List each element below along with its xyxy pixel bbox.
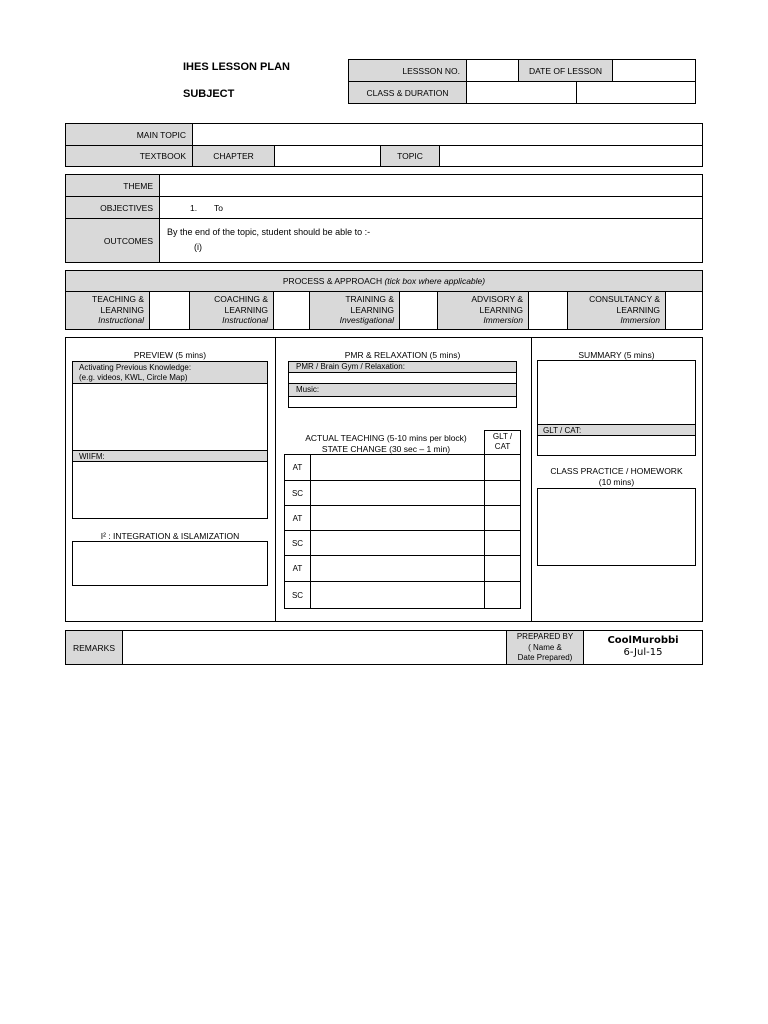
column-divider <box>275 338 276 621</box>
theme-label: THEME <box>66 175 160 197</box>
date-label: DATE OF LESSON <box>519 60 613 82</box>
glt-line: CAT <box>494 442 511 451</box>
outcomes-field[interactable] <box>160 219 702 262</box>
process-advisory-tickbox[interactable] <box>529 292 568 329</box>
process-consultancy-label <box>568 292 666 329</box>
duration-field[interactable] <box>577 82 695 103</box>
process-sub: Immersion <box>483 315 523 325</box>
apk-line: (e.g. videos, KWL, Circle Map) <box>79 373 188 382</box>
outcomes-label: OUTCOMES <box>66 219 160 262</box>
chapter-field[interactable] <box>275 146 381 166</box>
practice-title <box>537 466 696 488</box>
process-consultancy-tickbox[interactable] <box>666 292 702 329</box>
main-topic-field[interactable] <box>193 124 702 146</box>
row-label: AT <box>292 564 303 573</box>
actual-teaching-line: STATE CHANGE (30 sec – 1 min) <box>321 444 451 454</box>
topic-field[interactable] <box>440 146 702 166</box>
summary-title: SUMMARY (5 mins) <box>578 350 655 360</box>
process-training-tickbox[interactable] <box>400 292 438 329</box>
process-sub: Instructional <box>98 315 144 325</box>
process-sub: Immersion <box>620 315 660 325</box>
process-coaching-tickbox[interactable] <box>274 292 310 329</box>
prepared-date: 6-Jul-15 <box>623 647 663 658</box>
objectives-table <box>65 174 703 263</box>
textbook-label: TEXTBOOK <box>66 146 193 166</box>
table-row[interactable] <box>285 582 310 608</box>
apk-label <box>73 362 267 384</box>
table-row[interactable] <box>285 556 310 582</box>
process-table <box>65 270 703 330</box>
prepared-line: ( Name & <box>528 642 562 652</box>
row-label: AT <box>292 463 303 472</box>
page-title: IHES LESSON PLAN <box>183 61 290 73</box>
process-coaching-label <box>190 292 274 329</box>
class-field[interactable] <box>467 82 577 103</box>
table-row-line <box>310 506 520 531</box>
theme-field[interactable] <box>160 175 702 197</box>
practice-box[interactable] <box>537 488 696 566</box>
process-teaching-tickbox[interactable] <box>150 292 190 329</box>
glt-line: GLT / <box>492 432 513 441</box>
process-sub: Investigational <box>339 315 394 325</box>
row-label: AT <box>292 513 303 523</box>
main-topic-label: MAIN TOPIC <box>66 124 193 146</box>
chapter-label: CHAPTER <box>193 146 275 166</box>
outcome-item: (i) <box>194 242 202 252</box>
remarks-table <box>65 630 703 665</box>
process-line: LEARNING <box>224 304 268 315</box>
process-line: ADVISORY & <box>471 294 523 304</box>
remarks-field[interactable] <box>123 631 507 664</box>
lesson-no-field[interactable] <box>467 60 519 82</box>
summary-box[interactable] <box>537 360 696 456</box>
actual-teaching-title <box>288 433 484 455</box>
prepared-name: CoolMurobbi <box>607 635 679 646</box>
integration-box[interactable] <box>72 541 268 586</box>
outcome-intro: By the end of the topic, student should be able to :- <box>167 227 371 237</box>
practice-line: (10 mins) <box>598 477 635 487</box>
practice-line: CLASS PRACTICE / HOMEWORK <box>550 466 683 476</box>
glt-cat-header <box>484 430 521 455</box>
objectives-field[interactable] <box>160 197 702 219</box>
table-row-line <box>310 531 520 556</box>
table-row-line <box>310 556 520 582</box>
integration-title: I² : INTEGRATION & ISLAMIZATION <box>100 531 240 541</box>
prepared-by-label <box>507 631 584 664</box>
process-title <box>66 271 702 292</box>
process-teaching-label <box>66 292 150 329</box>
process-title-note: (tick box where applicable) <box>384 276 486 286</box>
process-line: LEARNING <box>616 304 660 315</box>
objective-number: 1. <box>190 202 198 213</box>
table-row[interactable] <box>285 455 310 481</box>
pmr-title: PMR & RELAXATION (5 mins) <box>344 350 461 360</box>
actual-teaching-line: ACTUAL TEACHING (5-10 mins per block) <box>305 433 467 443</box>
table-row-line <box>310 481 520 506</box>
lesson-no-label: LESSSON NO. <box>349 60 467 82</box>
preview-title: PREVIEW (5 mins) <box>133 350 207 360</box>
prepared-by-field[interactable] <box>584 631 702 664</box>
process-line: CONSULTANCY & <box>589 294 660 304</box>
process-line: LEARNING <box>479 304 523 315</box>
row-label: SC <box>291 590 304 600</box>
apk-line: Activating Previous Knowledge: <box>79 363 192 372</box>
process-line: LEARNING <box>350 304 394 315</box>
lesson-info-table <box>348 59 696 104</box>
table-row-line <box>310 455 520 481</box>
process-title-text: PROCESS & APPROACH <box>282 276 383 286</box>
row-label: SC <box>291 488 304 498</box>
process-line: TRAINING & <box>345 294 394 304</box>
glt-cat-label: GLT / CAT: <box>538 424 695 436</box>
process-advisory-label <box>438 292 529 329</box>
table-row[interactable] <box>285 481 310 506</box>
music-field[interactable] <box>289 397 516 407</box>
brain-gym-label: PMR / Brain Gym / Relaxation: <box>289 362 516 373</box>
process-line: TEACHING & <box>92 294 144 304</box>
process-training-label <box>310 292 400 329</box>
class-duration-label: CLASS & DURATION <box>349 82 467 103</box>
process-sub: Instructional <box>222 315 268 325</box>
objectives-label: OBJECTIVES <box>66 197 160 219</box>
topic-label: TOPIC <box>381 146 440 166</box>
date-field[interactable] <box>613 60 695 82</box>
process-line: LEARNING <box>100 304 144 315</box>
subject-label: SUBJECT <box>183 88 235 100</box>
prepared-line: PREPARED BY <box>516 632 574 641</box>
table-row[interactable] <box>285 506 310 531</box>
remarks-label: REMARKS <box>66 631 123 664</box>
pmr-box[interactable] <box>288 361 517 408</box>
wiifm-label: WIIFM: <box>73 450 267 462</box>
teaching-blocks-table <box>284 454 521 609</box>
topic-table <box>65 123 703 167</box>
prepared-line: Date Prepared) <box>517 653 573 662</box>
table-row[interactable] <box>285 531 310 556</box>
objective-text: To <box>214 202 223 213</box>
brain-gym-field[interactable] <box>289 373 516 384</box>
row-label: SC <box>291 538 304 548</box>
apk-box[interactable] <box>72 361 268 519</box>
music-label: Music: <box>289 384 516 397</box>
column-divider <box>531 338 532 621</box>
process-line: COACHING & <box>214 294 268 304</box>
